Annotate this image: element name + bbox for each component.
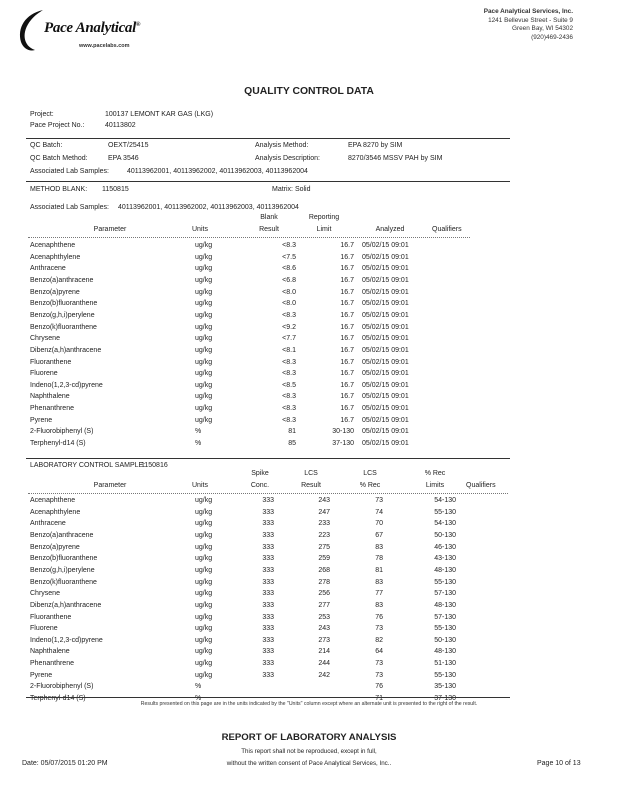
qc-batch-value: OEXT/25415 [108,142,149,149]
units-cell: ug/kg [195,323,213,331]
limits-cell: 48-130 [434,601,456,609]
units-cell: ug/kg [195,636,213,644]
spike-conc-cell: 333 [262,613,274,621]
lcs-result-cell: 273 [318,636,330,644]
parameter-cell: Dibenz(a,h)anthracene [30,601,102,609]
col-result: Result [259,226,279,233]
limit-cell: 16.7 [340,370,354,378]
parameter-cell: Benzo(a)pyrene [30,543,80,551]
units-cell: ug/kg [195,311,213,319]
table-row [0,507,618,518]
table-row [0,252,618,263]
col-analyzed: Analyzed [375,226,405,233]
report-date: Date: 05/07/2015 01:20 PM [22,760,108,767]
spike-conc-cell: 333 [262,671,274,679]
table-row [0,577,618,588]
table-row [0,357,618,368]
units-cell: % [195,683,202,691]
limits-cell: 50-130 [434,636,456,644]
table-row [0,681,618,692]
parameter-cell: Pyrene [30,671,53,679]
parameter-cell: Benzo(a)anthracene [30,276,94,284]
parameter-cell: Indeno(1,2,3-cd)pyrene [30,381,103,389]
lcs-result-cell: 247 [318,508,330,516]
col-limits: Limits [425,482,445,489]
limit-cell: 16.7 [340,242,354,249]
units-cell: ug/kg [195,648,213,656]
analysis-desc-value: 8270/3546 MSSV PAH by SIM [348,155,443,162]
parameter-cell: Fluoranthene [30,613,72,621]
units-cell: % [195,695,202,703]
units-cell: ug/kg [195,370,213,378]
result-cell: <8.3 [282,242,296,249]
lcs-result-cell: 214 [318,648,330,656]
col-reporting: Reporting [308,214,340,221]
limits-cell: 54-130 [434,520,456,528]
page-title: QUALITY CONTROL DATA [244,86,374,97]
table-row [0,380,618,391]
analyzed-cell: 05/02/15 09:01 [362,265,409,273]
lcs-id: 1150816 [141,462,168,469]
result-cell: <8.1 [282,346,296,354]
assoc-samples-label: Associated Lab Samples: [30,168,109,175]
table-row [0,542,618,553]
pace-project-value: 40113802 [105,122,136,129]
analyzed-cell: 05/02/15 09:01 [362,393,409,401]
parameter-cell: Chrysene [30,335,60,343]
col-spike: Spike [251,470,269,477]
table-row [0,658,618,669]
col-conc: Conc. [250,482,270,489]
limits-cell: 35-130 [434,683,456,691]
limit-cell: 16.7 [340,300,354,308]
analyzed-cell: 05/02/15 09:01 [362,323,409,331]
assoc-samples-value: 40113962001, 40113962002, 40113962003, 40113962004 [127,168,308,175]
parameter-cell: Acenaphthylene [30,508,81,516]
parameter-cell: Acenaphthene [30,242,76,249]
blank-assoc-label: Associated Lab Samples: [30,204,109,211]
company-phone: (920)469-2436 [531,33,573,41]
spike-conc-cell: 333 [262,660,274,668]
table-row [0,530,618,541]
lcs-result-cell: 244 [318,660,330,668]
analyzed-cell: 05/02/15 09:01 [362,253,409,261]
col-limit: Limit [316,226,332,233]
units-cell: ug/kg [195,590,213,598]
result-cell: <7.7 [282,335,296,343]
parameter-cell: Terphenyl-d14 (S) [30,695,86,703]
pct-rec-cell: 71 [375,695,383,703]
units-cell: ug/kg [195,625,213,633]
units-cell: ug/kg [195,613,213,621]
analyzed-cell: 05/02/15 09:01 [362,405,409,413]
lcs-result-cell: 253 [318,613,330,621]
table-row [0,310,618,321]
method-blank-id: 1150815 [102,186,129,193]
units-cell: ug/kg [195,555,213,563]
divider [26,697,510,698]
pct-rec-cell: 74 [375,508,383,516]
table-row [0,426,618,437]
limit-cell: 16.7 [340,405,354,413]
parameter-cell: Chrysene [30,590,60,598]
result-cell: <8.3 [282,393,296,401]
units-cell: ug/kg [195,381,213,389]
units-cell: ug/kg [195,508,213,516]
parameter-cell: Pyrene [30,416,53,424]
lcs-result-cell: 243 [318,625,330,633]
parameter-cell: Terphenyl-d14 (S) [30,440,86,448]
table-row [0,565,618,576]
units-cell: ug/kg [195,497,213,504]
analyzed-cell: 05/02/15 09:01 [362,346,409,354]
parameter-cell: 2-Fluorobiphenyl (S) [30,428,94,436]
table-row [0,240,618,251]
units-cell: ug/kg [195,531,213,539]
company-city: Green Bay, WI 54302 [512,25,573,33]
company-address: 1241 Bellevue Street - Suite 9 [488,16,573,24]
spike-conc-cell: 333 [262,578,274,586]
lcs-col-qualifiers: Qualifiers [466,482,496,489]
pct-rec-cell: 64 [375,648,383,656]
company-address-block [484,8,573,42]
limits-cell: 48-130 [434,566,456,574]
limit-cell: 16.7 [340,358,354,366]
parameter-cell: Phenanthrene [30,405,74,413]
limit-cell: 16.7 [340,265,354,273]
result-cell: <6.8 [282,276,296,284]
table-row [0,438,618,449]
lcs-result-cell: 278 [318,578,330,586]
limit-cell: 16.7 [340,323,354,331]
header-underline [28,493,508,494]
col-lcs: LCS [304,470,318,477]
table-row [0,635,618,646]
units-cell: ug/kg [195,242,213,249]
table-row [0,588,618,599]
units-cell: ug/kg [195,335,213,343]
pct-rec-cell: 82 [375,636,383,644]
pct-rec-cell: 76 [375,683,383,691]
result-cell: <8.0 [282,300,296,308]
limits-cell: 55-130 [434,625,456,633]
result-cell: <9.2 [282,323,296,331]
parameter-cell: Indeno(1,2,3-cd)pyrene [30,636,103,644]
table-row [0,298,618,309]
parameter-cell: Benzo(g,h,i)perylene [30,311,95,319]
limit-cell: 37-130 [332,440,354,448]
pct-rec-cell: 83 [375,601,383,609]
spike-conc-cell: 333 [262,520,274,528]
table-row [0,553,618,564]
limits-cell: 55-130 [434,578,456,586]
result-cell: <8.5 [282,381,296,389]
analyzed-cell: 05/02/15 09:01 [362,242,409,249]
limit-cell: 16.7 [340,288,354,296]
pace-logo [44,20,140,37]
matrix-label: Matrix: Solid [272,186,311,193]
limit-cell: 16.7 [340,253,354,261]
col-lcs2: LCS [363,470,377,477]
units-cell: ug/kg [195,520,213,528]
units-cell: ug/kg [195,358,213,366]
table-row [0,391,618,402]
col-qualifiers: Qualifiers [432,226,462,233]
table-row [0,287,618,298]
analyzed-cell: 05/02/15 09:01 [362,428,409,436]
table-row [0,646,618,657]
lcs-result-cell: 233 [318,520,330,528]
qc-method-value: EPA 3546 [108,155,139,162]
result-cell: <8.6 [282,265,296,273]
table-row [0,275,618,286]
analyzed-cell: 05/02/15 09:01 [362,311,409,319]
blank-assoc-value: 40113962001, 40113962002, 40113962003, 40113962004 [118,204,299,211]
qc-method-label: QC Batch Method: [30,155,88,162]
lcs-col-units: Units [192,482,208,489]
result-cell: <8.3 [282,311,296,319]
parameter-cell: Benzo(k)fluoranthene [30,578,97,586]
table-row [0,345,618,356]
spike-conc-cell: 333 [262,601,274,609]
pct-rec-cell: 67 [375,531,383,539]
spike-conc-cell: 333 [262,648,274,656]
analyzed-cell: 05/02/15 09:01 [362,440,409,448]
parameter-cell: Naphthalene [30,648,70,656]
col-parameter: Parameter [93,226,127,233]
table-row [0,333,618,344]
page-number: Page 10 of 13 [537,760,581,767]
table-row [0,368,618,379]
spike-conc-cell: 333 [262,497,274,504]
results-note: Results presented on this page are in the units indicated by the "Units" column except where an alternate unit is presented to the right of the result. [140,701,478,707]
result-cell: 81 [288,428,296,436]
report-title: REPORT OF LABORATORY ANALYSIS [221,732,397,743]
lcs-result-cell: 268 [318,566,330,574]
limit-cell: 16.7 [340,393,354,401]
limit-cell: 16.7 [340,346,354,354]
footer-line2: without the written consent of Pace Analytical Services, Inc.. [226,760,392,767]
divider [26,181,510,182]
units-cell: ug/kg [195,578,213,586]
lcs-col-result: Result [301,482,321,489]
pct-rec-cell: 73 [375,625,383,633]
company-name: Pace Analytical Services, Inc. [483,8,573,15]
units-cell: ug/kg [195,601,213,609]
result-cell: <7.5 [282,253,296,261]
analyzed-cell: 05/02/15 09:01 [362,381,409,389]
pct-rec-cell: 81 [375,566,383,574]
limits-cell: 51-130 [434,660,456,668]
parameter-cell: Benzo(a)anthracene [30,531,94,539]
lcs-result-cell: 243 [318,497,330,504]
table-row [0,495,618,506]
header-underline [28,237,470,238]
method-blank-label: METHOD BLANK: [30,186,88,193]
analyzed-cell: 05/02/15 09:01 [362,335,409,343]
limit-cell: 16.7 [340,416,354,424]
table-row [0,322,618,333]
parameter-cell: Fluoranthene [30,358,72,366]
lcs-label: LABORATORY CONTROL SAMPLE: [30,462,146,469]
table-row [0,415,618,426]
pct-rec-cell: 73 [375,660,383,668]
parameter-cell: Fluorene [30,370,58,378]
units-cell: ug/kg [195,566,213,574]
units-cell: ug/kg [195,253,213,261]
col-pct-rec: % Rec [359,482,381,489]
units-cell: ug/kg [195,660,213,668]
project-label: Project: [30,111,54,118]
parameter-cell: Naphthalene [30,393,70,401]
spike-conc-cell: 333 [262,590,274,598]
units-cell: ug/kg [195,265,213,273]
units-cell: ug/kg [195,300,213,308]
col-rec: % Rec [424,470,446,477]
parameter-cell: Anthracene [30,520,66,528]
pace-project-label: Pace Project No.: [30,122,85,129]
result-cell: <8.3 [282,370,296,378]
units-cell: ug/kg [195,346,213,354]
analyzed-cell: 05/02/15 09:01 [362,288,409,296]
pct-rec-cell: 76 [375,613,383,621]
result-cell: <8.3 [282,358,296,366]
parameter-cell: 2-Fluorobiphenyl (S) [30,683,94,691]
analyzed-cell: 05/02/15 09:01 [362,276,409,284]
parameter-cell: Dibenz(a,h)anthracene [30,346,102,354]
lcs-result-cell: 223 [318,531,330,539]
limit-cell: 16.7 [340,276,354,284]
footer-line1: This report shall not be reproduced, except in full, [241,748,377,755]
units-cell: ug/kg [195,393,213,401]
parameter-cell: Acenaphthylene [30,253,81,261]
logo-text: Pace Analytical [44,20,137,36]
limit-cell: 16.7 [340,381,354,389]
lcs-result-cell: 277 [318,601,330,609]
analysis-method-value: EPA 8270 by SIM [348,142,403,149]
table-row [0,623,618,634]
units-cell: ug/kg [195,276,213,284]
spike-conc-cell: 333 [262,636,274,644]
parameter-cell: Benzo(b)fluoranthene [30,300,98,308]
lcs-result-cell: 242 [318,671,330,679]
lcs-result-cell: 275 [318,543,330,551]
spike-conc-cell: 333 [262,555,274,563]
limit-cell: 30-130 [332,428,354,436]
company-url: www.pacelabs.com [79,43,130,49]
divider [26,138,510,139]
spike-conc-cell: 333 [262,625,274,633]
pct-rec-cell: 70 [375,520,383,528]
limits-cell: 37-130 [434,695,456,703]
qc-batch-label: QC Batch: [30,142,63,149]
table-row [0,403,618,414]
parameter-cell: Anthracene [30,265,66,273]
result-cell: <8.3 [282,405,296,413]
parameter-cell: Benzo(b)fluoranthene [30,555,98,563]
lcs-result-cell: 259 [318,555,330,563]
limits-cell: 48-130 [434,648,456,656]
analyzed-cell: 05/02/15 09:01 [362,416,409,424]
spike-conc-cell: 333 [262,531,274,539]
logo-mark: ® [136,22,141,28]
analyzed-cell: 05/02/15 09:01 [362,370,409,378]
project-value: 100137 LEMONT KAR GAS (LKG) [105,111,214,118]
col-units: Units [192,226,208,233]
spike-conc-cell: 333 [262,566,274,574]
pct-rec-cell: 83 [375,578,383,586]
units-cell: ug/kg [195,543,213,551]
parameter-cell: Fluorene [30,625,58,633]
analysis-method-label: Analysis Method: [255,142,309,149]
divider [26,458,510,459]
parameter-cell: Benzo(a)pyrene [30,288,80,296]
table-row [0,612,618,623]
units-cell: % [195,428,202,436]
analyzed-cell: 05/02/15 09:01 [362,358,409,366]
table-row [0,600,618,611]
units-cell: ug/kg [195,671,213,679]
units-cell: % [195,440,202,448]
spike-conc-cell: 333 [262,508,274,516]
units-cell: ug/kg [195,416,213,424]
units-cell: ug/kg [195,288,213,296]
pct-rec-cell: 73 [375,671,383,679]
pct-rec-cell: 83 [375,543,383,551]
limit-cell: 16.7 [340,335,354,343]
pct-rec-cell: 77 [375,590,383,598]
table-row [0,263,618,274]
result-cell: <8.3 [282,416,296,424]
limits-cell: 54-130 [434,497,456,504]
result-cell: 85 [288,440,296,448]
parameter-cell: Phenanthrene [30,660,74,668]
limits-cell: 50-130 [434,531,456,539]
limits-cell: 43-130 [434,555,456,563]
pct-rec-cell: 78 [375,555,383,563]
spike-conc-cell: 333 [262,543,274,551]
limits-cell: 57-130 [434,590,456,598]
limits-cell: 57-130 [434,613,456,621]
pct-rec-cell: 73 [375,497,383,504]
analysis-desc-label: Analysis Description: [255,155,320,162]
lcs-result-cell: 256 [318,590,330,598]
result-cell: <8.0 [282,288,296,296]
limits-cell: 46-130 [434,543,456,551]
limit-cell: 16.7 [340,311,354,319]
parameter-cell: Acenaphthene [30,497,76,504]
table-row [0,518,618,529]
parameter-cell: Benzo(g,h,i)perylene [30,566,95,574]
col-blank: Blank [260,214,278,221]
parameter-cell: Benzo(k)fluoranthene [30,323,97,331]
units-cell: ug/kg [195,405,213,413]
limits-cell: 55-130 [434,671,456,679]
table-row [0,670,618,681]
analyzed-cell: 05/02/15 09:01 [362,300,409,308]
limits-cell: 55-130 [434,508,456,516]
lcs-col-parameter: Parameter [93,482,127,489]
